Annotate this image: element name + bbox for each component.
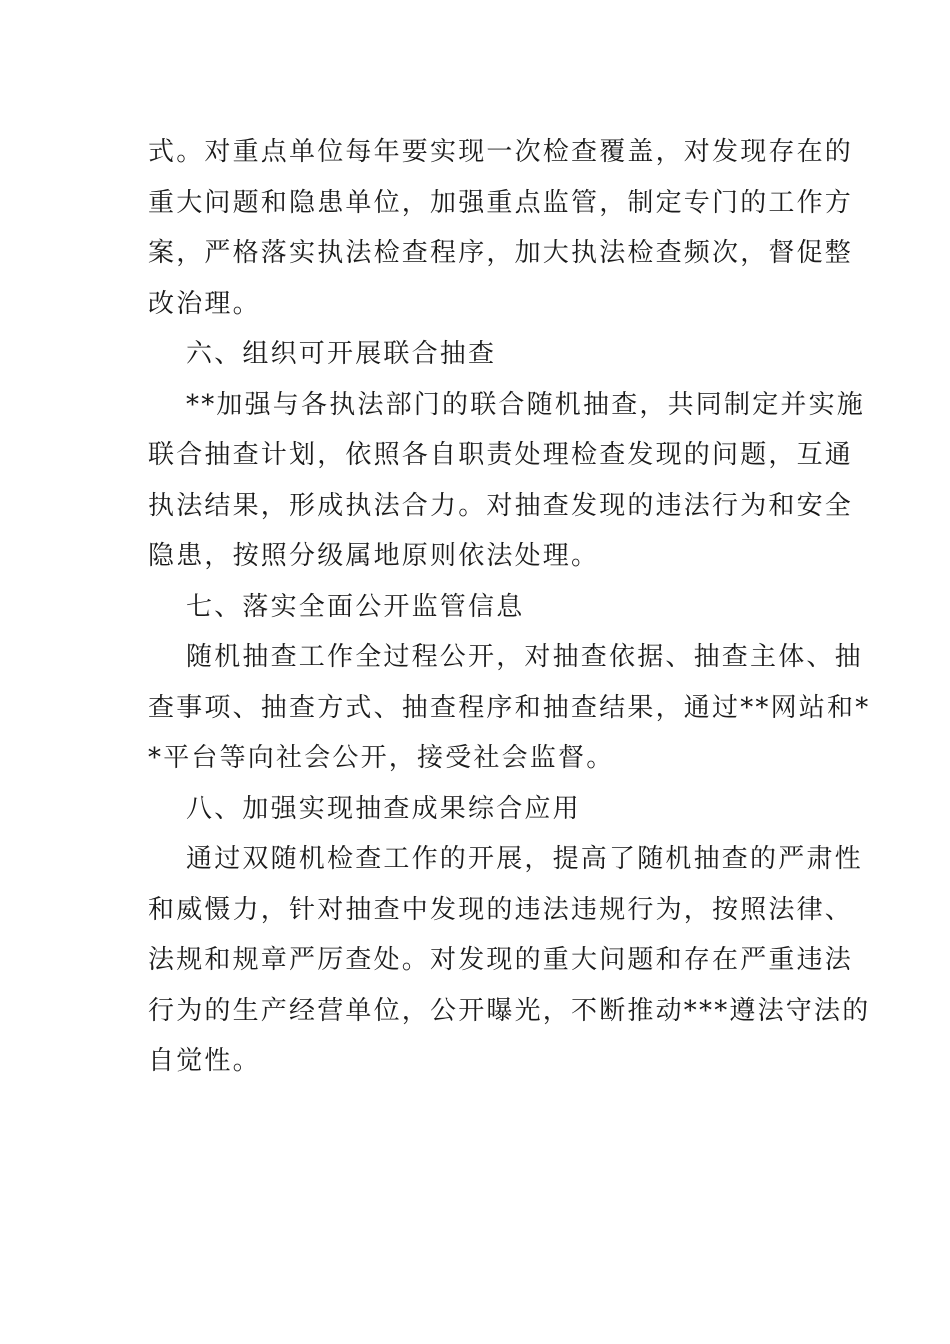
paragraph-first-line: 通过双随机检查工作的开展，提高了随机抽查的严肃性 [186, 844, 863, 874]
section-heading-7: 七、落实全面公开监管信息 [186, 591, 525, 622]
text-line: 查事项、抽查方式、抽查程序和抽查结果，通过**网站和* [148, 692, 871, 723]
paragraph-first-line: 随机抽查工作全过程公开，对抽查依据、抽查主体、抽 [186, 642, 863, 672]
text-line: 自觉性。 [148, 1046, 261, 1076]
document-text [148, 127, 871, 1087]
text-line: 隐患，按照分级属地原则依法处理。 [148, 541, 600, 571]
text-line: 改治理。 [148, 288, 261, 319]
paragraph-first-line: **加强与各执法部门的联合随机抽查，共同制定并实施 [186, 389, 866, 420]
section-heading-8: 八、加强实现抽查成果综合应用 [186, 793, 581, 824]
text-line: 法规和规章严厉查处。对发现的重大问题和存在严重违法 [148, 945, 854, 975]
text-line: 案，严格落实执法检查程序，加大执法检查频次，督促整 [148, 238, 854, 268]
text-line: 行为的生产经营单位，公开曝光，不断推动***遵法守法的 [148, 995, 871, 1026]
text-line: *平台等向社会公开，接受社会监督。 [148, 743, 615, 773]
text-line: 和威慑力，针对抽查中发现的违法违规行为，按照法律、 [148, 894, 854, 925]
text-line: 式。对重点单位每年要实现一次检查覆盖，对发现存在的 [148, 137, 854, 167]
text-line: 重大问题和隐患单位，加强重点监管，制定专门的工作方 [148, 187, 854, 218]
text-line: 联合抽查计划，依照各自职责处理检查发现的问题，互通 [148, 440, 854, 470]
section-heading-6: 六、组织可开展联合抽查 [186, 339, 497, 369]
text-line: 执法结果，形成执法合力。对抽查发现的违法行为和安全 [148, 490, 854, 521]
